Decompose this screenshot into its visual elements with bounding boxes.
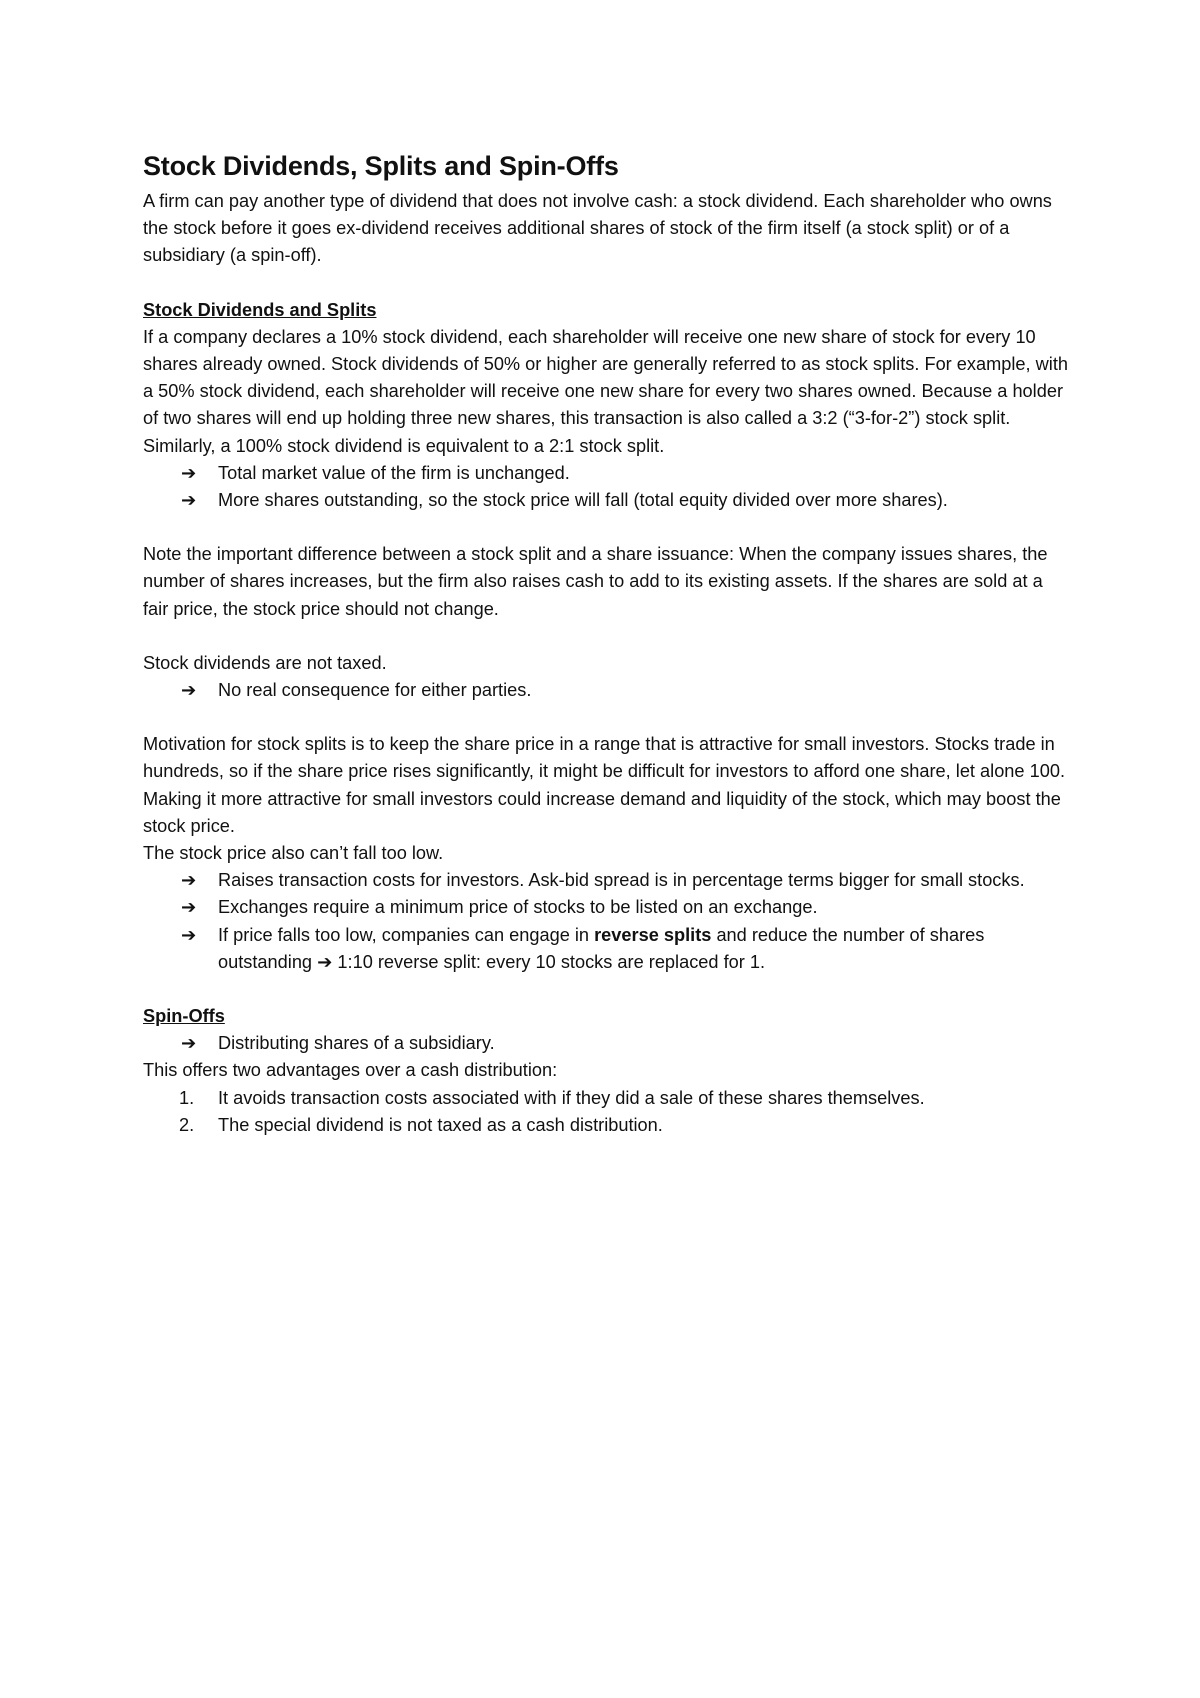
list-item: ➔ More shares outstanding, so the stock price will fall (total equity divided over more shares). xyxy=(143,487,1073,514)
document-page xyxy=(143,148,1073,1139)
spacer xyxy=(143,623,1073,650)
spacer xyxy=(143,514,1073,541)
section-heading-stock-dividends: Stock Dividends and Splits xyxy=(143,299,377,320)
tax-paragraph: Stock dividends are not taxed. xyxy=(143,652,387,673)
list-item: ➔ Total market value of the firm is unchanged. xyxy=(143,460,1073,487)
arrow-right-icon: ➔ xyxy=(317,951,333,972)
list-item: ➔ Exchanges require a minimum price of stocks to be listed on an exchange. xyxy=(143,894,1073,921)
section-heading-spin-offs: Spin-Offs xyxy=(143,1006,225,1027)
numbered-list xyxy=(143,1085,1073,1139)
spacer xyxy=(143,704,1073,731)
spacer xyxy=(143,270,1073,297)
list-item: ➔ Raises transaction costs for investors. Ask-bid spread is in percentage terms bigger for small stocks. xyxy=(143,867,1073,894)
arrow-right-icon: ➔ xyxy=(181,462,197,483)
spin-offs-lead: This offers two advantages over a cash distribution: xyxy=(143,1060,558,1081)
arrow-right-icon: ➔ xyxy=(181,680,197,701)
list-item: 2. The special dividend is not taxed as a cash distribution. xyxy=(179,1114,663,1135)
arrow-right-icon: ➔ xyxy=(181,870,197,891)
motivation-paragraph: Motivation for stock splits is to keep the share price in a range that is attractive for small investors. Stocks trade in hundreds, so if the share price rises significantly, it might be difficult for investors to afford one share, let alone 100. Making it more attractive for small investors could increase demand and liquidity of the stock, which may boost the stock price. xyxy=(143,734,1065,836)
list-item: ➔ Distributing shares of a subsidiary. xyxy=(143,1030,1073,1057)
arrow-right-icon: ➔ xyxy=(181,1033,197,1054)
arrow-right-icon: ➔ xyxy=(181,897,197,918)
list-item: ➔ No real consequence for either parties. xyxy=(143,677,1073,704)
arrow-bullet-list xyxy=(143,677,1073,704)
arrow-bullet-list xyxy=(143,460,1073,514)
share-issuance-note: Note the important difference between a stock split and a share issuance: When the company issues shares, the number of shares increases, but the firm also raises cash to add to its existing assets. If the shares are sold at a fair price, the stock price should not change. xyxy=(143,544,1048,619)
arrow-bullet-list xyxy=(143,867,1073,976)
list-item: ➔ If price falls too low, companies can engage in reverse splits and reduce the number of shares outstanding ➔ 1:10 reverse split: every 10 stocks are replaced for 1. xyxy=(143,922,1073,976)
arrow-right-icon: ➔ xyxy=(181,924,197,945)
page-title: Stock Dividends, Splits and Spin-Offs xyxy=(143,151,619,181)
intro-paragraph: A firm can pay another type of dividend that does not involve cash: a stock dividend. Each shareholder who owns the stock before it goes ex-dividend receives additional shares of stock of the firm itself (a stock split) or of a subsidiary (a spin-off). xyxy=(143,191,1052,266)
arrow-right-icon: ➔ xyxy=(181,490,197,511)
list-item: 1. It avoids transaction costs associated with if they did a sale of these shares themselves. xyxy=(179,1087,925,1108)
low-price-paragraph: The stock price also can’t fall too low. xyxy=(143,843,444,864)
spacer xyxy=(143,976,1073,1003)
reverse-splits-term: reverse splits xyxy=(594,924,712,945)
arrow-bullet-list xyxy=(143,1030,1073,1057)
stock-dividends-paragraph: If a company declares a 10% stock dividend, each shareholder will receive one new share of stock for every 10 shares already owned. Stock dividends of 50% or higher are generally referred to as stock splits. For example, with a 50% stock dividend, each shareholder will receive one new share for every two shares owned. Because a holder of two shares will end up holding three new shares, this transaction is also called a 3:2 (“3-for-2”) stock split. Similarly, a 100% stock dividend is equivalent to a 2:1 stock split. xyxy=(143,326,1068,456)
